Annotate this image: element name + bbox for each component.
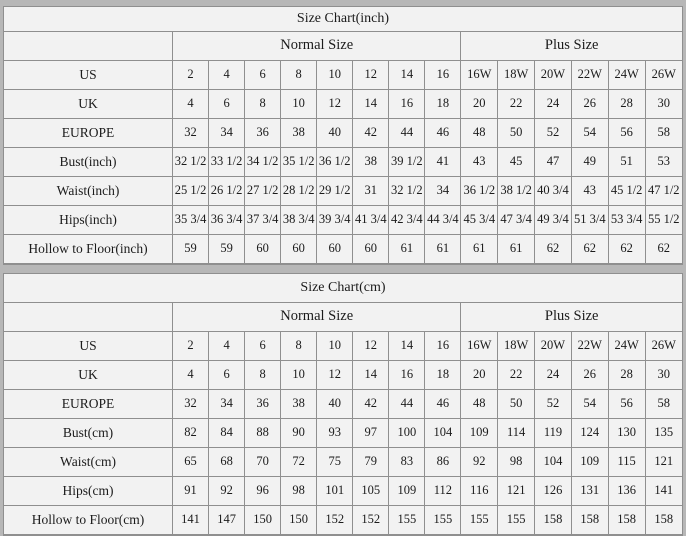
table-cell: 8 <box>245 90 281 119</box>
table-cell: 28 <box>608 361 645 390</box>
table-row <box>4 477 682 506</box>
table-cell: 41 <box>425 148 461 177</box>
table-cell: 116 <box>461 477 498 506</box>
table-cell: 75 <box>317 448 353 477</box>
table-cell: 46 <box>425 119 461 148</box>
table-cell: 60 <box>281 235 317 264</box>
size-chart-inch-table <box>4 7 682 264</box>
size-chart-inch <box>3 6 683 265</box>
table-cell: 49 <box>571 148 608 177</box>
table-cell: 49 3/4 <box>535 206 572 235</box>
table-cell: 40 3/4 <box>535 177 572 206</box>
table-cell: 4 <box>173 90 209 119</box>
table-cell: 18 <box>425 90 461 119</box>
table-cell: 121 <box>498 477 535 506</box>
table-cell: 109 <box>571 448 608 477</box>
table-row <box>4 177 682 206</box>
row-label: Waist(cm) <box>4 448 173 477</box>
table-row <box>4 235 682 264</box>
table-cell: 39 3/4 <box>317 206 353 235</box>
table-cell: 119 <box>535 419 572 448</box>
table-cell: 26 <box>571 90 608 119</box>
table-row-groups <box>4 32 682 61</box>
table-cell: 84 <box>209 419 245 448</box>
size-chart-cm <box>3 273 683 536</box>
table-cell: 16W <box>461 332 498 361</box>
table-cell: 14 <box>389 61 425 90</box>
table-cell: 68 <box>209 448 245 477</box>
table-cell: 20W <box>535 61 572 90</box>
table-cell: 16 <box>389 90 425 119</box>
table-cell: 44 <box>389 390 425 419</box>
table-row <box>4 361 682 390</box>
table-cell: 60 <box>245 235 281 264</box>
table-cell: 6 <box>245 332 281 361</box>
table-cell: 55 1/2 <box>645 206 682 235</box>
table-cell: 36 3/4 <box>209 206 245 235</box>
row-label: Hips(cm) <box>4 477 173 506</box>
table-cell: 22 <box>498 361 535 390</box>
table-row <box>4 506 682 535</box>
table-cell: 50 <box>498 119 535 148</box>
table-cell: 61 <box>461 235 498 264</box>
table-cell: 34 <box>209 119 245 148</box>
table-cell: 14 <box>353 90 389 119</box>
table-cell: 26 1/2 <box>209 177 245 206</box>
table-cell: 2 <box>173 332 209 361</box>
table-cell: 31 <box>353 177 389 206</box>
table-cell: 54 <box>571 390 608 419</box>
table-cell: 58 <box>645 119 682 148</box>
table-cell: 65 <box>173 448 209 477</box>
table-cell: 136 <box>608 477 645 506</box>
table-cell: 18W <box>498 332 535 361</box>
table-cell: 38 <box>353 148 389 177</box>
table-cell: 36 1/2 <box>317 148 353 177</box>
row-label: EUROPE <box>4 390 173 419</box>
table-cell: 115 <box>608 448 645 477</box>
table-cell: 92 <box>461 448 498 477</box>
table-cell: 6 <box>245 61 281 90</box>
table-cell: 34 <box>209 390 245 419</box>
table-cell: 47 1/2 <box>645 177 682 206</box>
table-cell: 61 <box>498 235 535 264</box>
group-corner-cell <box>4 303 173 332</box>
table-cell: 43 <box>571 177 608 206</box>
table-cell: 130 <box>608 419 645 448</box>
table-cell: 104 <box>425 419 461 448</box>
group-normal-size: Normal Size <box>173 32 461 61</box>
table-row-title <box>4 274 682 303</box>
table-cell: 50 <box>498 390 535 419</box>
table-cell: 61 <box>389 235 425 264</box>
table-cell: 16W <box>461 61 498 90</box>
table-cell: 35 1/2 <box>281 148 317 177</box>
table-cell: 8 <box>281 61 317 90</box>
table-cell: 22W <box>571 61 608 90</box>
table-cell: 25 1/2 <box>173 177 209 206</box>
table-cell: 92 <box>209 477 245 506</box>
table-row <box>4 448 682 477</box>
row-label: Bust(inch) <box>4 148 173 177</box>
table-cell: 6 <box>209 361 245 390</box>
table-cell: 131 <box>571 477 608 506</box>
table-cell: 24 <box>535 361 572 390</box>
table-cell: 158 <box>645 506 682 535</box>
table-cell: 58 <box>645 390 682 419</box>
table-cell: 79 <box>353 448 389 477</box>
table-row <box>4 148 682 177</box>
table-cell: 40 <box>317 390 353 419</box>
table-cell: 38 1/2 <box>498 177 535 206</box>
group-plus-size: Plus Size <box>461 303 682 332</box>
table-cell: 22 <box>498 90 535 119</box>
table-cell: 36 <box>245 119 281 148</box>
row-label: EUROPE <box>4 119 173 148</box>
table-cell: 44 3/4 <box>425 206 461 235</box>
table-cell: 62 <box>535 235 572 264</box>
table-row <box>4 119 682 148</box>
group-plus-size: Plus Size <box>461 32 682 61</box>
table-cell: 43 <box>461 148 498 177</box>
table-cell: 4 <box>173 361 209 390</box>
table-cell: 105 <box>353 477 389 506</box>
table-cell: 47 3/4 <box>498 206 535 235</box>
table-cell: 53 3/4 <box>608 206 645 235</box>
row-label: UK <box>4 90 173 119</box>
table-cell: 14 <box>353 361 389 390</box>
table-row-groups <box>4 303 682 332</box>
table-cell: 32 <box>173 390 209 419</box>
group-corner-cell <box>4 32 173 61</box>
table-cell: 42 <box>353 390 389 419</box>
table-cell: 37 3/4 <box>245 206 281 235</box>
table-cell: 155 <box>461 506 498 535</box>
table-row-title <box>4 7 682 32</box>
table-cell: 91 <box>173 477 209 506</box>
table-cell: 32 <box>173 119 209 148</box>
table-row <box>4 390 682 419</box>
table-cell: 36 1/2 <box>461 177 498 206</box>
table-cell: 32 1/2 <box>173 148 209 177</box>
table-row <box>4 332 682 361</box>
table-cell: 62 <box>571 235 608 264</box>
table-cell: 24W <box>608 61 645 90</box>
table-cell: 93 <box>317 419 353 448</box>
size-chart-cm-table <box>4 274 682 535</box>
table-cell: 158 <box>608 506 645 535</box>
table-row <box>4 419 682 448</box>
table-cell: 60 <box>317 235 353 264</box>
chart-title: Size Chart(inch) <box>4 7 682 32</box>
table-cell: 158 <box>535 506 572 535</box>
table-cell: 126 <box>535 477 572 506</box>
table-cell: 24 <box>535 90 572 119</box>
table-cell: 30 <box>645 90 682 119</box>
table-cell: 104 <box>535 448 572 477</box>
table-cell: 121 <box>645 448 682 477</box>
table-cell: 29 1/2 <box>317 177 353 206</box>
table-cell: 60 <box>353 235 389 264</box>
table-cell: 28 <box>608 90 645 119</box>
table-cell: 135 <box>645 419 682 448</box>
table-cell: 155 <box>498 506 535 535</box>
table-cell: 51 <box>608 148 645 177</box>
table-cell: 27 1/2 <box>245 177 281 206</box>
table-cell: 59 <box>209 235 245 264</box>
table-cell: 24W <box>608 332 645 361</box>
table-cell: 124 <box>571 419 608 448</box>
table-cell: 12 <box>317 90 353 119</box>
table-cell: 62 <box>645 235 682 264</box>
row-label: UK <box>4 361 173 390</box>
table-cell: 114 <box>498 419 535 448</box>
table-cell: 42 3/4 <box>389 206 425 235</box>
table-cell: 36 <box>245 390 281 419</box>
table-cell: 22W <box>571 332 608 361</box>
table-cell: 12 <box>317 361 353 390</box>
table-cell: 61 <box>425 235 461 264</box>
table-cell: 38 <box>281 119 317 148</box>
table-cell: 28 1/2 <box>281 177 317 206</box>
table-cell: 45 <box>498 148 535 177</box>
table-cell: 109 <box>461 419 498 448</box>
table-cell: 56 <box>608 390 645 419</box>
table-cell: 10 <box>281 90 317 119</box>
table-cell: 86 <box>425 448 461 477</box>
table-cell: 46 <box>425 390 461 419</box>
table-cell: 88 <box>245 419 281 448</box>
table-cell: 158 <box>571 506 608 535</box>
table-cell: 10 <box>317 61 353 90</box>
table-cell: 8 <box>281 332 317 361</box>
table-cell: 6 <box>209 90 245 119</box>
table-cell: 150 <box>281 506 317 535</box>
table-cell: 47 <box>535 148 572 177</box>
table-cell: 41 3/4 <box>353 206 389 235</box>
table-cell: 141 <box>645 477 682 506</box>
table-cell: 12 <box>353 332 389 361</box>
row-label: Hollow to Floor(cm) <box>4 506 173 535</box>
table-cell: 150 <box>245 506 281 535</box>
table-cell: 51 3/4 <box>571 206 608 235</box>
table-cell: 26W <box>645 332 682 361</box>
row-label: US <box>4 61 173 90</box>
table-row <box>4 61 682 90</box>
table-cell: 96 <box>245 477 281 506</box>
table-row <box>4 206 682 235</box>
table-cell: 10 <box>281 361 317 390</box>
row-label: US <box>4 332 173 361</box>
table-cell: 18W <box>498 61 535 90</box>
table-cell: 48 <box>461 119 498 148</box>
table-cell: 26W <box>645 61 682 90</box>
table-cell: 38 3/4 <box>281 206 317 235</box>
table-cell: 2 <box>173 61 209 90</box>
table-cell: 34 1/2 <box>245 148 281 177</box>
table-cell: 109 <box>389 477 425 506</box>
row-label: Hollow to Floor(inch) <box>4 235 173 264</box>
table-cell: 30 <box>645 361 682 390</box>
table-cell: 82 <box>173 419 209 448</box>
table-cell: 40 <box>317 119 353 148</box>
table-cell: 56 <box>608 119 645 148</box>
table-cell: 152 <box>353 506 389 535</box>
table-cell: 59 <box>173 235 209 264</box>
table-cell: 14 <box>389 332 425 361</box>
chart-title: Size Chart(cm) <box>4 274 682 303</box>
table-cell: 12 <box>353 61 389 90</box>
table-cell: 141 <box>173 506 209 535</box>
table-cell: 4 <box>209 332 245 361</box>
table-cell: 34 <box>425 177 461 206</box>
table-cell: 45 3/4 <box>461 206 498 235</box>
row-label: Hips(inch) <box>4 206 173 235</box>
table-cell: 97 <box>353 419 389 448</box>
table-cell: 16 <box>425 332 461 361</box>
table-cell: 155 <box>425 506 461 535</box>
group-normal-size: Normal Size <box>173 303 461 332</box>
table-cell: 20 <box>461 361 498 390</box>
table-cell: 20 <box>461 90 498 119</box>
table-cell: 33 1/2 <box>209 148 245 177</box>
table-cell: 53 <box>645 148 682 177</box>
table-cell: 35 3/4 <box>173 206 209 235</box>
table-cell: 98 <box>281 477 317 506</box>
table-cell: 16 <box>425 61 461 90</box>
table-cell: 54 <box>571 119 608 148</box>
table-cell: 98 <box>498 448 535 477</box>
table-cell: 70 <box>245 448 281 477</box>
table-cell: 18 <box>425 361 461 390</box>
table-cell: 10 <box>317 332 353 361</box>
table-cell: 101 <box>317 477 353 506</box>
table-cell: 72 <box>281 448 317 477</box>
table-cell: 20W <box>535 332 572 361</box>
table-row <box>4 90 682 119</box>
table-cell: 4 <box>209 61 245 90</box>
table-cell: 100 <box>389 419 425 448</box>
table-cell: 16 <box>389 361 425 390</box>
table-cell: 32 1/2 <box>389 177 425 206</box>
table-cell: 8 <box>245 361 281 390</box>
row-label: Bust(cm) <box>4 419 173 448</box>
table-cell: 152 <box>317 506 353 535</box>
table-cell: 52 <box>535 390 572 419</box>
table-cell: 112 <box>425 477 461 506</box>
table-cell: 26 <box>571 361 608 390</box>
table-cell: 90 <box>281 419 317 448</box>
table-cell: 147 <box>209 506 245 535</box>
table-cell: 38 <box>281 390 317 419</box>
table-cell: 48 <box>461 390 498 419</box>
table-cell: 155 <box>389 506 425 535</box>
table-cell: 39 1/2 <box>389 148 425 177</box>
table-cell: 52 <box>535 119 572 148</box>
table-cell: 42 <box>353 119 389 148</box>
table-cell: 44 <box>389 119 425 148</box>
table-cell: 83 <box>389 448 425 477</box>
table-cell: 62 <box>608 235 645 264</box>
row-label: Waist(inch) <box>4 177 173 206</box>
table-cell: 45 1/2 <box>608 177 645 206</box>
